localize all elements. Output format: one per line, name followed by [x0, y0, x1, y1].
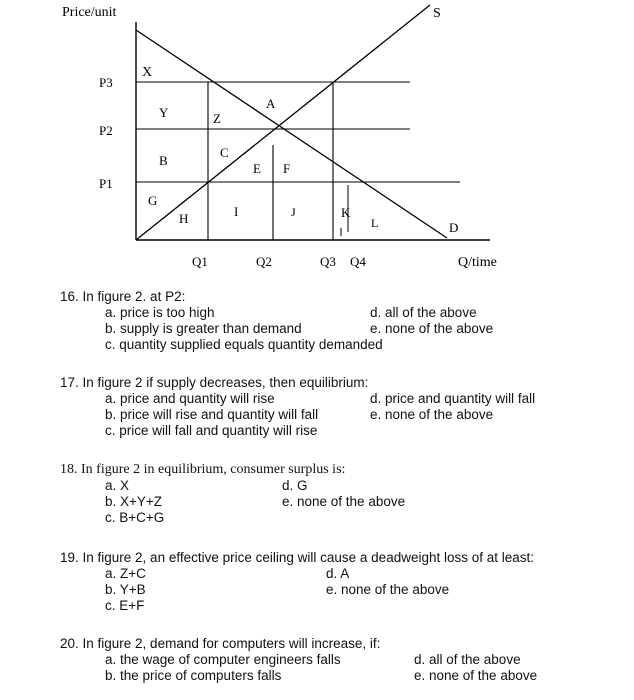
option-a: a. Z+C	[105, 566, 146, 581]
region-a: A	[266, 96, 276, 111]
question-19	[60, 550, 630, 614]
question-stem: 20. In figure 2, demand for computers will increase, if:	[60, 636, 381, 651]
question-stem: 19. In figure 2, an effective price ceiling will cause a deadweight loss of at least:	[60, 550, 535, 565]
region-l: L	[371, 216, 379, 230]
option-c: c. E+F	[105, 598, 145, 613]
q3-label: Q3	[320, 254, 336, 269]
p3-label: P3	[99, 75, 113, 90]
option-b: b. the price of computers falls	[105, 668, 282, 683]
option-b: b. X+Y+Z	[105, 494, 163, 509]
option-e: e. none of the above	[282, 494, 406, 509]
option-a: a. X	[105, 478, 130, 493]
q4-label: Q4	[350, 254, 366, 269]
option-b: b. Y+B	[105, 582, 146, 597]
supply-curve	[136, 5, 430, 240]
option-d: d. price and quantity will fall	[370, 391, 536, 406]
region-i: I	[234, 204, 239, 219]
region-j: J	[291, 205, 296, 219]
option-a: a. price is too high	[105, 305, 215, 320]
question-16	[60, 289, 620, 353]
option-c: c. quantity supplied equals quantity demanded	[105, 337, 383, 352]
region-h: H	[179, 211, 189, 226]
p1-label: P1	[99, 176, 113, 191]
supply-demand-figure	[0, 0, 634, 290]
region-y: Y	[159, 105, 169, 120]
option-c: c. price will fall and quantity will rise	[105, 423, 318, 438]
question-20	[60, 636, 630, 684]
option-d: d. G	[282, 478, 308, 493]
x-axis-label: Q/time	[458, 255, 497, 270]
option-b: b. supply is greater than demand	[105, 321, 302, 336]
option-d: d. all of the above	[414, 652, 521, 667]
option-d: d. all of the above	[370, 305, 477, 320]
question-stem: 17. In figure 2 if supply decreases, then equilibrium:	[60, 375, 369, 390]
option-e: e. none of the above	[326, 582, 450, 597]
region-k: K	[341, 205, 351, 220]
question-17	[60, 375, 620, 439]
question-stem: 16. In figure 2. at P2:	[60, 289, 186, 304]
option-b: b. price will rise and quantity will fall	[105, 407, 319, 422]
q1-label: Q1	[192, 254, 208, 269]
option-d: d. A	[326, 566, 350, 581]
q2-label: Q2	[256, 254, 272, 269]
option-e: e. none of the above	[370, 321, 494, 336]
region-c: C	[220, 145, 229, 160]
demand-label: D	[449, 220, 459, 235]
region-e: E	[253, 161, 261, 176]
region-g: G	[148, 193, 158, 208]
option-a: a. the wage of computer engineers falls	[105, 652, 341, 667]
question-stem: 18. In figure 2 in equilibrium, consumer surplus is:	[60, 462, 346, 477]
region-b: B	[159, 153, 168, 168]
region-f: F	[283, 161, 291, 176]
option-c: c. B+C+G	[105, 510, 165, 525]
supply-label: S	[433, 6, 441, 21]
region-x: X	[142, 65, 153, 80]
y-axis-label: Price/unit	[62, 5, 117, 20]
region-z: Z	[213, 111, 221, 126]
option-a: a. price and quantity will rise	[105, 391, 275, 406]
p2-label: P2	[99, 123, 113, 138]
option-e: e. none of the above	[370, 407, 494, 422]
question-18	[60, 462, 620, 526]
option-e: e. none of the above	[414, 668, 538, 683]
